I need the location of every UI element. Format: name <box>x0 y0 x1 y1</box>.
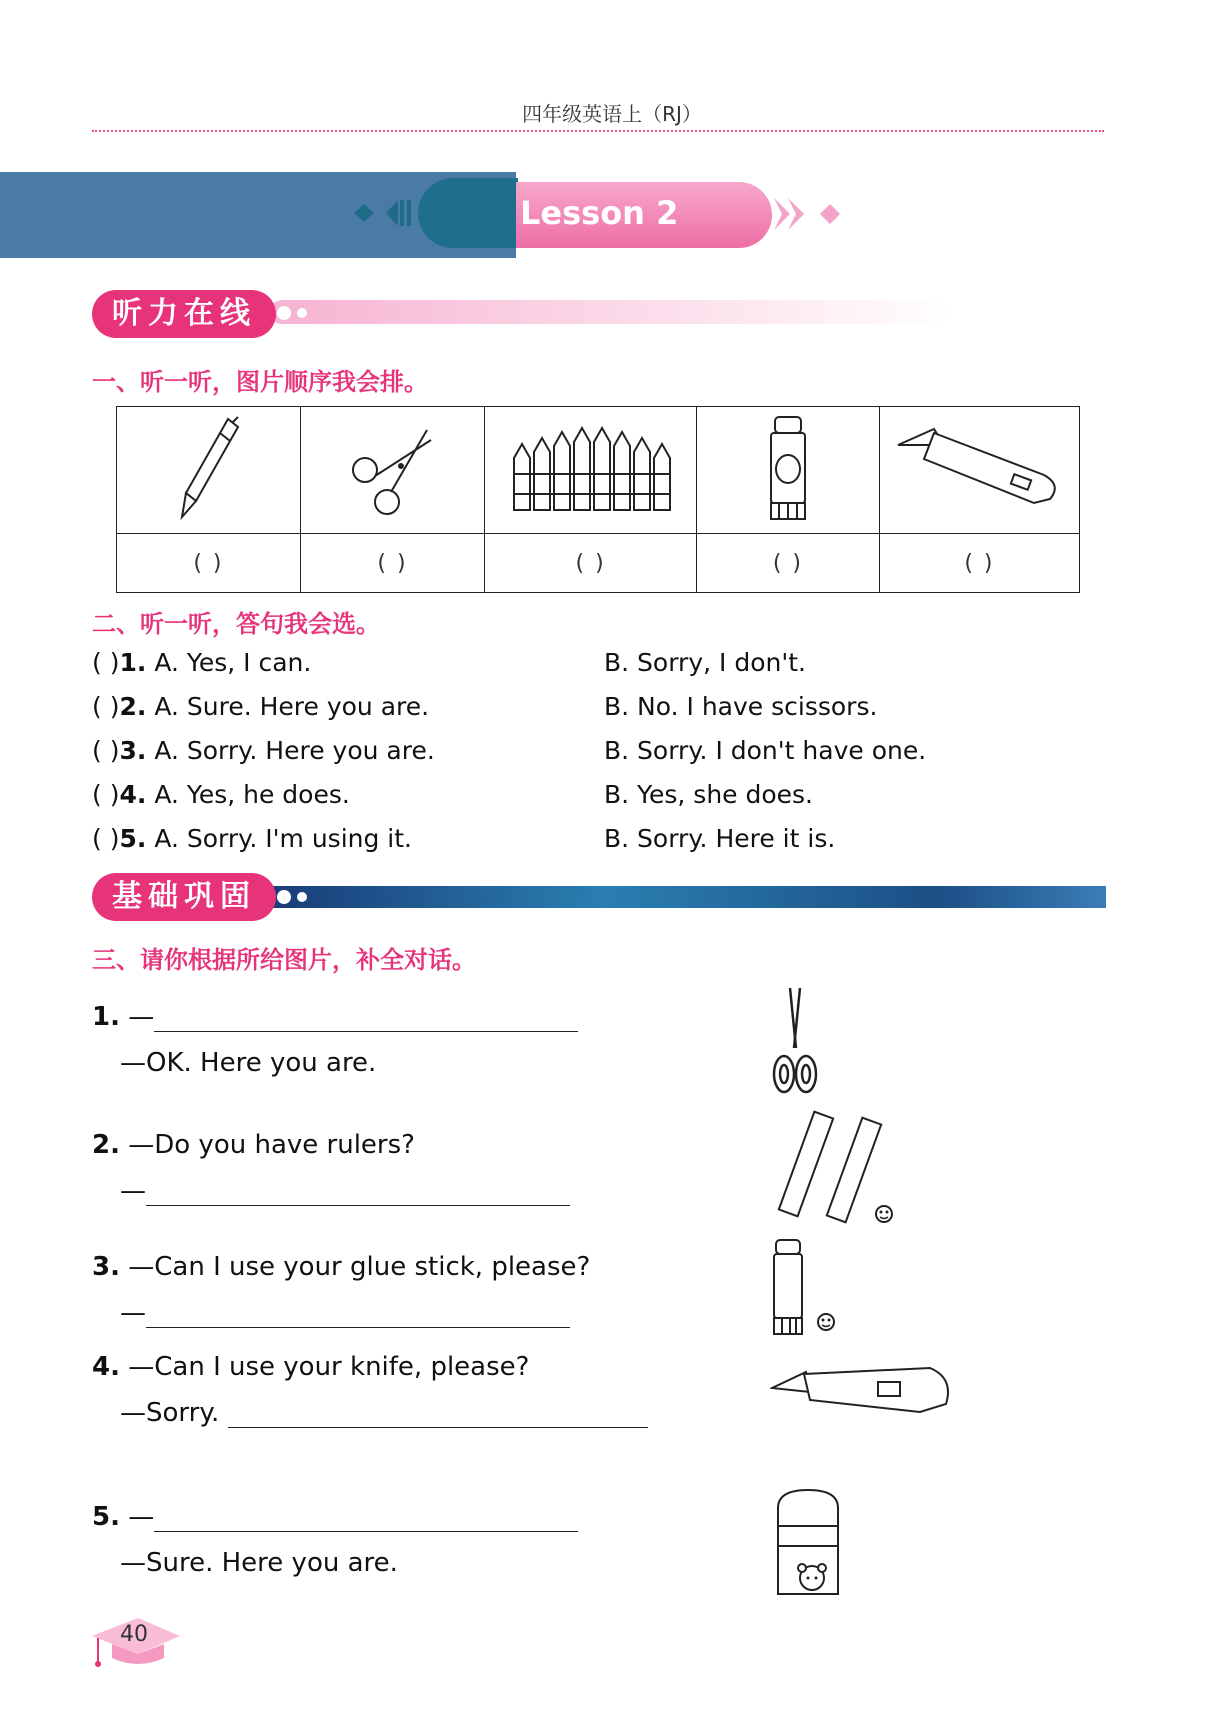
arrows-right-icon <box>774 194 846 234</box>
q1-answer-1[interactable]: ( ) <box>117 534 301 593</box>
q1-answer-2[interactable]: ( ) <box>300 534 484 593</box>
banner-accent <box>418 178 518 248</box>
q1-heading: 一、听一听，图片顺序我会排。 <box>92 368 428 396</box>
q3-item-2-line2 <box>120 1176 570 1206</box>
q2-item-1-option-b: B. Sorry, I don't. <box>604 648 806 677</box>
dialog-text: —Sorry. <box>120 1398 220 1428</box>
option-a: A. Sorry. Here you are. <box>154 736 435 765</box>
crayons-icon <box>506 418 676 518</box>
scissors-icon <box>343 418 443 518</box>
q1-cell-crayons <box>485 407 697 534</box>
knife-icon <box>770 1364 956 1416</box>
scissors-icon <box>770 984 820 1096</box>
q1-cell-scissors <box>300 407 484 534</box>
eraser-icon <box>772 1486 844 1600</box>
dots-icon <box>276 888 336 906</box>
pen-icon <box>168 413 248 523</box>
question-number: 5. <box>119 824 147 853</box>
answer-paren[interactable]: ( ) <box>92 692 120 721</box>
q3-heading: 三、请你根据所给图片，补全对话。 <box>92 946 476 974</box>
dialog-text: —Do you have rulers? <box>128 1130 415 1160</box>
knife-icon <box>894 423 1064 513</box>
q3-item-4-line2 <box>120 1398 648 1428</box>
q1-picture-table <box>116 406 1080 593</box>
option-a: A. Sure. Here you are. <box>154 692 430 721</box>
q2-item-4-option-b: B. Yes, she does. <box>604 780 814 809</box>
answer-blank[interactable] <box>154 1031 578 1032</box>
q2-item-3-option-b: B. Sorry. I don't have one. <box>604 736 927 765</box>
question-number: 2. <box>119 692 147 721</box>
q2-item-2 <box>92 692 429 721</box>
question-number: 3. <box>92 1252 120 1282</box>
q1-cell-pen <box>117 407 301 534</box>
section-line <box>270 300 950 324</box>
section-badge-listening: 听力在线 <box>92 290 276 338</box>
dialog-text: — <box>120 1176 146 1206</box>
question-number: 5. <box>92 1502 120 1532</box>
answer-paren[interactable]: ( ) <box>92 824 120 853</box>
q1-answer-4[interactable]: ( ) <box>696 534 879 593</box>
q3-item-4-line1 <box>92 1352 529 1382</box>
dialog-text: — <box>120 1298 146 1328</box>
q2-item-1 <box>92 648 311 677</box>
option-a: A. Sorry. I'm using it. <box>154 824 413 853</box>
rulers-icon <box>770 1108 900 1228</box>
question-number: 4. <box>92 1352 120 1382</box>
dialog-text: —Can I use your glue stick, please? <box>128 1252 591 1282</box>
dialog-text: —Can I use your knife, please? <box>128 1352 530 1382</box>
question-number: 1. <box>92 1002 120 1032</box>
q2-item-4 <box>92 780 350 809</box>
option-a: A. Yes, he does. <box>154 780 350 809</box>
q1-cell-glue <box>696 407 879 534</box>
section-line <box>270 886 1106 908</box>
dots-icon <box>276 304 336 322</box>
q3-item-3-line1 <box>92 1252 590 1282</box>
option-a: A. Yes, I can. <box>154 648 312 677</box>
dialog-text: — <box>128 1002 155 1032</box>
q2-item-2-option-b: B. No. I have scissors. <box>604 692 878 721</box>
q2-item-5 <box>92 824 412 853</box>
page-header-title: 四年级英语上（RJ） <box>522 102 702 126</box>
q2-item-3 <box>92 736 435 765</box>
answer-blank[interactable] <box>146 1205 570 1206</box>
q2-item-5-option-b: B. Sorry. Here it is. <box>604 824 836 853</box>
page-number: 40 <box>120 1622 148 1647</box>
answer-blank[interactable] <box>146 1327 570 1328</box>
glue-stick-icon <box>770 1238 840 1338</box>
q3-item-5-line1 <box>92 1502 578 1532</box>
q1-cell-knife <box>879 407 1079 534</box>
question-number: 3. <box>119 736 147 765</box>
question-number: 4. <box>119 780 147 809</box>
q3-item-1-line2: —OK. Here you are. <box>120 1048 377 1078</box>
q3-item-3-line2 <box>120 1298 570 1328</box>
question-number: 1. <box>119 648 147 677</box>
lesson-title: Lesson 2 <box>520 194 679 232</box>
question-number: 2. <box>92 1130 120 1160</box>
diamond-arrows-left-icon <box>352 196 422 230</box>
answer-blank[interactable] <box>228 1427 648 1428</box>
glue-stick-icon <box>763 413 813 523</box>
dialog-text: — <box>128 1502 155 1532</box>
answer-blank[interactable] <box>154 1531 578 1532</box>
answer-paren[interactable]: ( ) <box>92 736 120 765</box>
answer-paren[interactable]: ( ) <box>92 780 120 809</box>
q1-answer-3[interactable]: ( ) <box>485 534 697 593</box>
header-divider <box>92 130 1104 132</box>
section-badge-basics: 基础巩固 <box>92 873 276 921</box>
q3-item-1-line1 <box>92 1002 578 1032</box>
q3-item-5-line2: —Sure. Here you are. <box>120 1548 398 1578</box>
q2-heading: 二、听一听，答句我会选。 <box>92 610 380 638</box>
q1-answer-5[interactable]: ( ) <box>879 534 1079 593</box>
q3-item-2-line1 <box>92 1130 415 1160</box>
answer-paren[interactable]: ( ) <box>92 648 120 677</box>
